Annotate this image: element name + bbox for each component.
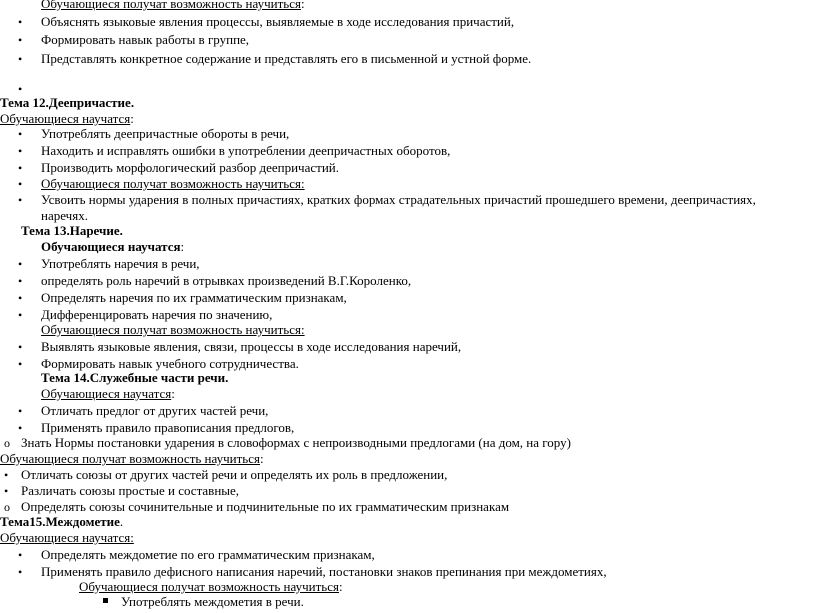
list-item: Находить и исправлять ошибки в употреблении деепричастных оборотов, bbox=[41, 143, 451, 158]
circle-bullet-icon: o bbox=[4, 436, 10, 450]
will-learn-label: Обучающиеся научатся bbox=[41, 386, 172, 401]
list-item: Различать союзы простые и составные, bbox=[21, 483, 240, 498]
list-item: Объяснять языковые явления процессы, выявляемые в ходе исследования причастий, bbox=[41, 14, 515, 29]
topic-13-will-learn bbox=[41, 239, 184, 255]
list-item-continuation: наречях. bbox=[41, 208, 88, 223]
period: . bbox=[119, 514, 124, 529]
bullet-icon: • bbox=[4, 484, 9, 498]
list-item: Формировать навык учебного сотрудничества. bbox=[41, 356, 299, 371]
colon: : bbox=[180, 239, 185, 254]
bullet-icon: • bbox=[18, 193, 23, 207]
list-item: Определять наречия по их грамматическим признакам, bbox=[41, 290, 347, 305]
list-item: Отличать предлог от других частей речи, bbox=[41, 403, 269, 418]
topic-14-title: Тема 14.Служебные части речи. bbox=[41, 370, 229, 385]
bullet-icon: • bbox=[18, 161, 23, 175]
will-learn-label: Обучающиеся научатся bbox=[41, 239, 181, 254]
bullet-icon: • bbox=[18, 257, 23, 271]
list-item: Дифференцировать наречия по значению, bbox=[41, 307, 273, 322]
will-learn-label: Обучающиеся научатся bbox=[0, 111, 131, 126]
colon: : bbox=[130, 111, 134, 126]
list-item: Определять междометие по его грамматическим признакам, bbox=[41, 547, 375, 562]
list-item: Формировать навык работы в группе, bbox=[41, 32, 250, 47]
list-item: Отличать союзы от других частей речи и определять их роль в предложении, bbox=[21, 467, 448, 482]
bullet-icon: • bbox=[4, 468, 9, 482]
list-item: Употреблять деепричастные обороты в речи, bbox=[41, 126, 290, 141]
colon: : bbox=[338, 579, 343, 594]
bullet-icon: • bbox=[18, 548, 23, 562]
bullet-icon: • bbox=[18, 340, 23, 354]
list-item: Представлять конкретное содержание и представлять его в письменной и устной форме. bbox=[41, 51, 532, 66]
bullet-icon: • bbox=[18, 15, 23, 29]
list-item: Выявлять языковые явления, связи, процессы в ходе исследования наречий, bbox=[41, 339, 462, 354]
topic-15-heading bbox=[0, 514, 123, 530]
topic-14-will-learn bbox=[41, 386, 175, 402]
list-item: Усвоить нормы ударения в полных причастиях, кратких формах страдательных причастий прошедшего времени, деепричастиях, bbox=[41, 192, 756, 207]
colon: : bbox=[300, 0, 305, 11]
list-item: Производить морфологический разбор деепричастий. bbox=[41, 160, 339, 175]
bullet-icon: • bbox=[18, 33, 23, 47]
bullet-icon: • bbox=[18, 421, 23, 435]
opportunity-heading bbox=[41, 0, 305, 12]
opportunity-heading bbox=[79, 579, 343, 595]
list-item: Употреблять междометия в речи. bbox=[121, 594, 304, 609]
opportunity-label: Обучающиеся получат возможность научиться bbox=[0, 451, 260, 466]
topic-12-will-learn bbox=[0, 111, 134, 127]
bullet-icon: • bbox=[18, 565, 23, 579]
topic-12-title: Тема 12.Деепричастие. bbox=[0, 95, 135, 110]
bullet-icon: • bbox=[18, 52, 23, 66]
bullet-icon: • bbox=[18, 308, 23, 322]
list-item: Употреблять наречия в речи, bbox=[41, 256, 200, 271]
bullet-icon: • bbox=[18, 82, 23, 96]
topic-15-title: Тема15.Междометие bbox=[0, 514, 120, 529]
opportunity-heading: Обучающиеся получат возможность научиться: bbox=[41, 176, 305, 191]
bullet-icon: • bbox=[18, 404, 23, 418]
opportunity-heading: Обучающиеся получат возможность научиться: bbox=[41, 322, 305, 337]
bullet-icon: • bbox=[18, 357, 23, 371]
bullet-icon: • bbox=[18, 144, 23, 158]
bullet-icon: • bbox=[18, 274, 23, 288]
topic-15-will-learn: Обучающиеся научатся: bbox=[0, 530, 134, 545]
opportunity-label: Обучающиеся получат возможность научиться bbox=[79, 579, 339, 594]
list-item: Определять союзы сочинительные и подчинительные по их грамматическим признакам bbox=[21, 499, 510, 514]
list-item: Применять правило дефисного написания наречий, постановки знаков препинания при междометиях, bbox=[41, 564, 607, 579]
list-item: определять роль наречий в отрывках произведений В.Г.Короленко, bbox=[41, 273, 412, 288]
topic-13-title: Тема 13.Наречие. bbox=[21, 223, 123, 238]
bullet-icon: • bbox=[18, 291, 23, 305]
colon: : bbox=[171, 386, 175, 401]
bullet-icon: • bbox=[18, 127, 23, 141]
circle-bullet-icon: o bbox=[4, 500, 10, 514]
square-bullet-icon bbox=[103, 598, 108, 603]
list-item: Применять правило правописания предлогов, bbox=[41, 420, 295, 435]
list-item: Знать Нормы постановки ударения в словоформах с непроизводными предлогами (на дом, на гору) bbox=[21, 435, 571, 450]
bullet-icon: • bbox=[18, 177, 23, 191]
opportunity-label: Обучающиеся получат возможность научиться bbox=[41, 0, 301, 11]
colon: : bbox=[259, 451, 264, 466]
opportunity-heading bbox=[0, 451, 264, 467]
